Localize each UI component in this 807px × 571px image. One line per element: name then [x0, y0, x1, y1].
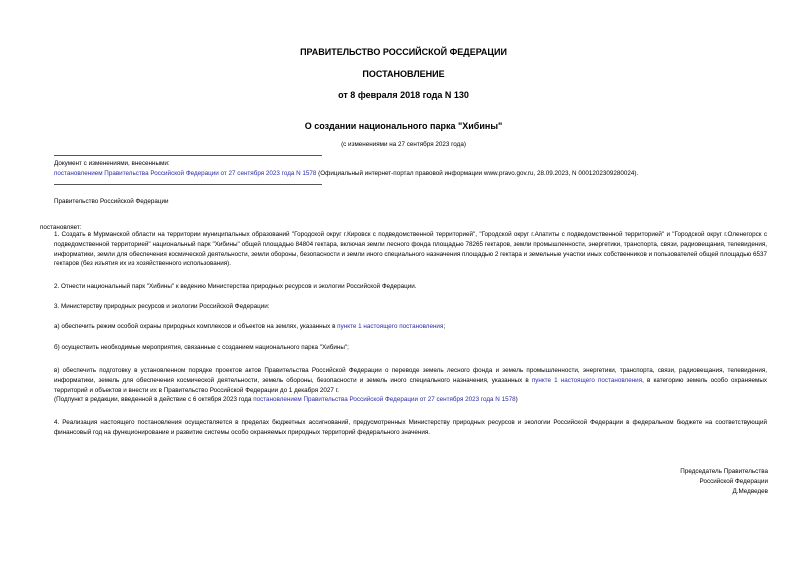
- point-1-link[interactable]: пункте 1 настоящего постановления: [337, 323, 444, 330]
- signature-position: Председатель Правительства: [680, 468, 768, 475]
- resolves-label: постановляет:: [40, 224, 82, 231]
- signature-block: [680, 467, 768, 496]
- signature-country: Российской Федерации: [699, 477, 768, 485]
- signature-name: Д.Медведев: [732, 487, 768, 495]
- paragraph-3c-note: (Подпункт в редакции, введенной в действие с 6 октября 2023 года постановлением Правительства Российской Федерации от 27 сентября 2023 года N 1578): [54, 396, 518, 403]
- document-title: О создании национального парка "Хибины": [304, 121, 503, 131]
- point-1-link-2[interactable]: пункте 1 настоящего постановления: [531, 376, 643, 384]
- paragraph-1: 1. Создать в Мурманской области на территории муниципальных образований "Городской округ г.Кировск с подведомственной территорией", "Городской округ г.Апатиты с подведомственной территорией" и "Городской округ г.Оленегорск с подведомственной территорией" национальный парк "Хибины" общей площадью 84804 гектара, включая земли лесного фонда площадью 78265 гектаров, земли промышленности, энергетики, транспорта, связи, радиовещания, телевидения, информатики, земли для обеспечения космической деятельности, земли обороны, безопасности и земли иного специального назначения площадью 2 гектара и земельные участки иных собственников и пользователей общей площадью 6537 гектаров (без изъятия их из хозяйственного использования).: [54, 231, 767, 268]
- document-type: ПОСТАНОВЛЕНИЕ: [362, 69, 445, 79]
- paragraph-4: 4. Реализация настоящего постановления осуществляется в пределах бюджетных ассигнований, предусмотренных Министерству природных ресурсов и экологии Российской Федерации в федеральном бюджете на соответствующий финансовый год на функционирование и развитие системы особо охраняемых природных территорий федерального значения.: [54, 419, 767, 436]
- changes-intro: Документ с изменениями, внесенными:: [54, 160, 170, 167]
- changes-line: [54, 169, 638, 179]
- government-heading: ПРАВИТЕЛЬСТВО РОССИЙСКОЙ ФЕДЕРАЦИИ: [300, 47, 507, 57]
- paragraph-3a: а) обеспечить режим особой охраны природных комплексов и объектов на землях, указанных в пункте 1 настоящего постановления;: [54, 323, 446, 330]
- paragraph-3b: б) осуществить необходимые мероприятия, связанные с созданием национального парка "Хибины";: [54, 344, 349, 351]
- amendment-note: (с изменениями на 27 сентября 2023 года): [341, 141, 466, 148]
- paragraph-3c: в) обеспечить подготовку в установленном порядке проектов актов Правительства Российской Федерации о переводе земель лесного фонда и земель промышленности, энергетики, транспорта, связи, радиовещания, телевидения, информатики, земель для обеспечения космической деятельности, земель обороны, безопасности и земель иного специального назначения, указанных в пункте 1 настоящего постановления, в категорию земель особо охраняемых территорий и объектов и внести их в Правительство Российской Федерации до 1 декабря 2027 г.: [54, 367, 767, 394]
- amending-act-link-2[interactable]: постановлением Правительства Российской Федерации от 27 сентября 2023 года N 1578: [253, 396, 516, 403]
- preamble: Правительство Российской Федерации: [54, 198, 169, 205]
- paragraph-2: 2. Отнести национальный парк "Хибины" к ведению Министерства природных ресурсов и экологии Российской Федерации.: [54, 283, 417, 290]
- amending-act-link[interactable]: постановлением Правительства Российской Федерации от 27 сентября 2023 года N 1578: [54, 170, 317, 177]
- top-divider: [54, 155, 322, 156]
- bottom-divider: [54, 184, 322, 185]
- changes-source: (Официальный интернет-портал правовой информации www.pravo.gov.ru, 28.09.2023, N 0001202309280024).: [316, 170, 639, 177]
- paragraph-3: 3. Министерству природных ресурсов и экологии Российской Федерации:: [54, 303, 270, 310]
- document-date-number: от 8 февраля 2018 года N 130: [338, 90, 469, 100]
